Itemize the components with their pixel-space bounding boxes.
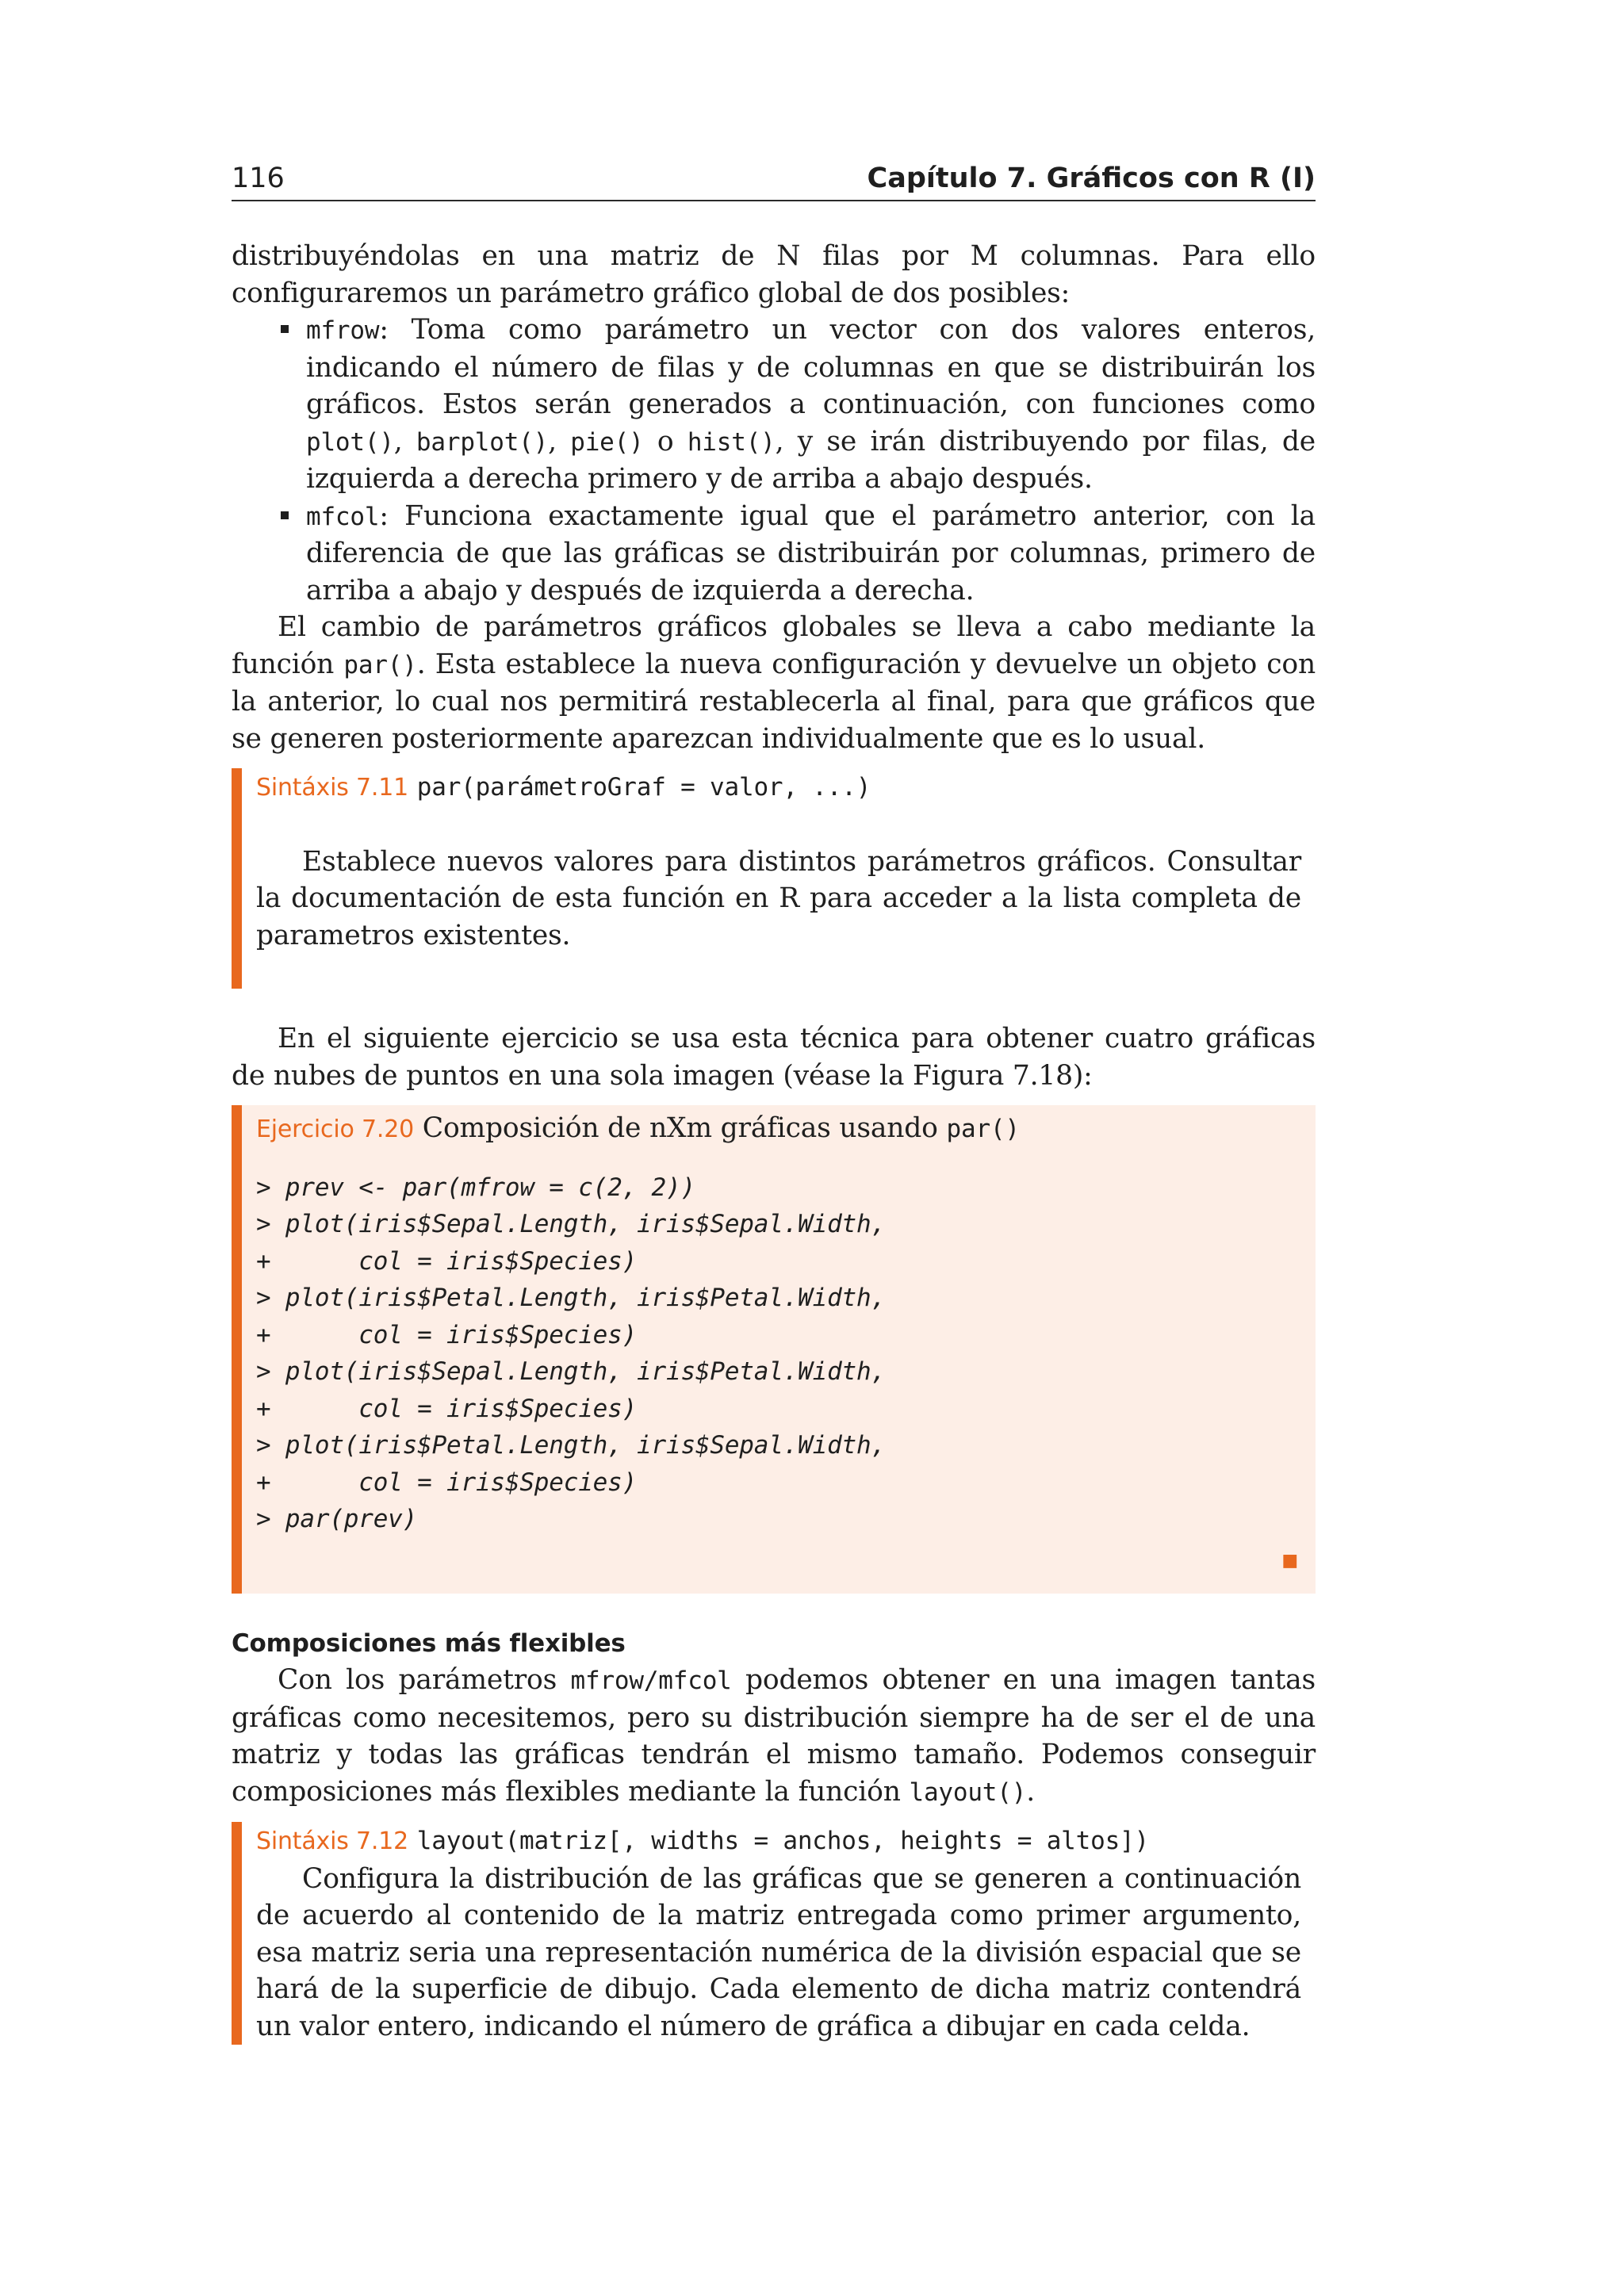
list-item [232, 498, 1316, 610]
syntax-box [232, 768, 1316, 989]
code-line: > plot(iris$Sepal.Length, iris$Petal.Width, [256, 1357, 886, 1386]
paragraph-text: Con los parámetros [278, 1664, 571, 1696]
code-par: par() [343, 650, 417, 679]
bullet-text: , y se irán distribuyendo por filas, de izquierda a derecha primero y de arriba a abajo después. [306, 425, 1316, 495]
section-paragraph [232, 1662, 1316, 1811]
code-line: + col = iris$Species) [256, 1394, 638, 1423]
code-line: > plot(iris$Petal.Length, iris$Petal.Width, [256, 1284, 886, 1312]
code-line: + col = iris$Species) [256, 1320, 638, 1349]
code-mfrow: mfrow [306, 316, 380, 345]
paragraph-text: . Esta establece la nueva configuración y devuelve un objeto con la anterior, lo cual nos permitirá restablecerla al final, para que gráficos que se generen posteriormente aparezcan individualmente que es lo usual. [232, 648, 1316, 755]
par-paragraph [232, 609, 1316, 757]
bullet-square-icon [281, 511, 289, 519]
code-line: + col = iris$Species) [256, 1468, 638, 1497]
code-line: > prev <- par(mfrow = c(2, 2)) [256, 1173, 695, 1202]
paragraph-text: El cambio de parámetros gráficos globales se lleva a cabo mediante la función [232, 611, 1316, 680]
code-line: > plot(iris$Sepal.Length, iris$Sepal.Width, [256, 1210, 886, 1238]
code-pie: pie() [570, 427, 644, 457]
separator-text: , [393, 425, 416, 457]
bullet-text: : Toma como parámetro un vector con dos valores enteros, indicando el número de filas y de columnas en que se distribuirán los gráficos. Estos serán generados a continuación, con funciones como [306, 314, 1316, 420]
syntax-description: Establece nuevos valores para distintos parámetros gráficos. Consultar la documentación de esta función en R para acceder a la lista completa de parametros existentes. [256, 845, 1301, 951]
exercise-header [256, 1110, 1301, 1149]
bullet-text: : Funciona exactamente igual que el parámetro anterior, con la diferencia de que las gráficas se distribuirán por columnas, primero de arriba a abajo y después de izquierda a derecha. [306, 499, 1316, 607]
page-number: 116 [232, 163, 285, 194]
paragraph-text: podemos obtener en una imagen tantas gráficas como necesitemos, pero su distribución siempre ha de ser el de una matriz y todas las gráficas tendrán el mismo tamaño. Podemos conseguir composiciones más flexibles mediante la función [232, 1664, 1316, 1808]
running-header [232, 159, 1316, 201]
syntax-signature: par(parámetroGraf = valor, ...) [416, 773, 871, 802]
code-plot: plot() [306, 427, 394, 457]
separator-text: o [643, 425, 688, 457]
intro-text: distribuyéndolas en una matriz de N filas por M columnas. Para ello configuraremos un parámetro gráfico global de dos posibles: [232, 240, 1316, 309]
list-item [232, 312, 1316, 498]
exercise-box [232, 1105, 1316, 1594]
bullet-square-icon [281, 325, 289, 333]
code-line: > plot(iris$Petal.Length, iris$Sepal.Width, [256, 1431, 886, 1460]
exercise-title-code: par() [946, 1115, 1020, 1143]
code-layout: layout() [909, 1777, 1027, 1807]
intro-paragraph [232, 238, 1316, 312]
section-heading: Composiciones más flexibles [232, 1629, 626, 1658]
code-mfrow-mfcol: mfrow/mfcol [570, 1667, 732, 1695]
syntax-label: Sintáxis 7.11 [256, 774, 408, 802]
exercise-label: Ejercicio 7.20 [256, 1115, 414, 1143]
chapter-title: Capítulo 7. Gráficos con R (I) [867, 163, 1316, 194]
end-square-icon: ■ [1281, 1550, 1298, 1571]
syntax-signature: layout(matriz[, widths = anchos, heights = altos]) [416, 1827, 1149, 1855]
code-listing [256, 1169, 1301, 1538]
code-mfcol: mfcol [306, 502, 380, 531]
code-line: > par(prev) [256, 1505, 418, 1533]
syntax-description: Configura la distribución de las gráficas que se generen a continuación de acuerdo al contenido de la matriz entregada como primer argumento, esa matriz seria una representación numérica de la división espacial que se hará de la superficie de dibujo. Cada elemento de dicha matriz contendrá un valor entero, indicando el número de gráfica a dibujar en cada celda. [256, 1862, 1301, 2042]
syntax-header [256, 768, 1316, 807]
code-hist: hist() [687, 427, 776, 457]
code-line: + col = iris$Species) [256, 1246, 638, 1276]
syntax-header [256, 1822, 1316, 1861]
param-list [232, 312, 1316, 609]
syntax-box [232, 1822, 1316, 2045]
separator-text: , [548, 425, 571, 457]
main-column [232, 238, 1316, 2045]
code-barplot: barplot() [416, 427, 549, 457]
exercise-intro-paragraph: En el siguiente ejercicio se usa esta técnica para obtener cuatro gráficas de nubes de puntos en una sola imagen (véase la Figura 7.18): [232, 1023, 1316, 1092]
exercise-title: Composición de nXm gráficas usando [422, 1112, 947, 1144]
syntax-label: Sintáxis 7.12 [256, 1827, 408, 1855]
paragraph-text: . [1026, 1775, 1035, 1808]
